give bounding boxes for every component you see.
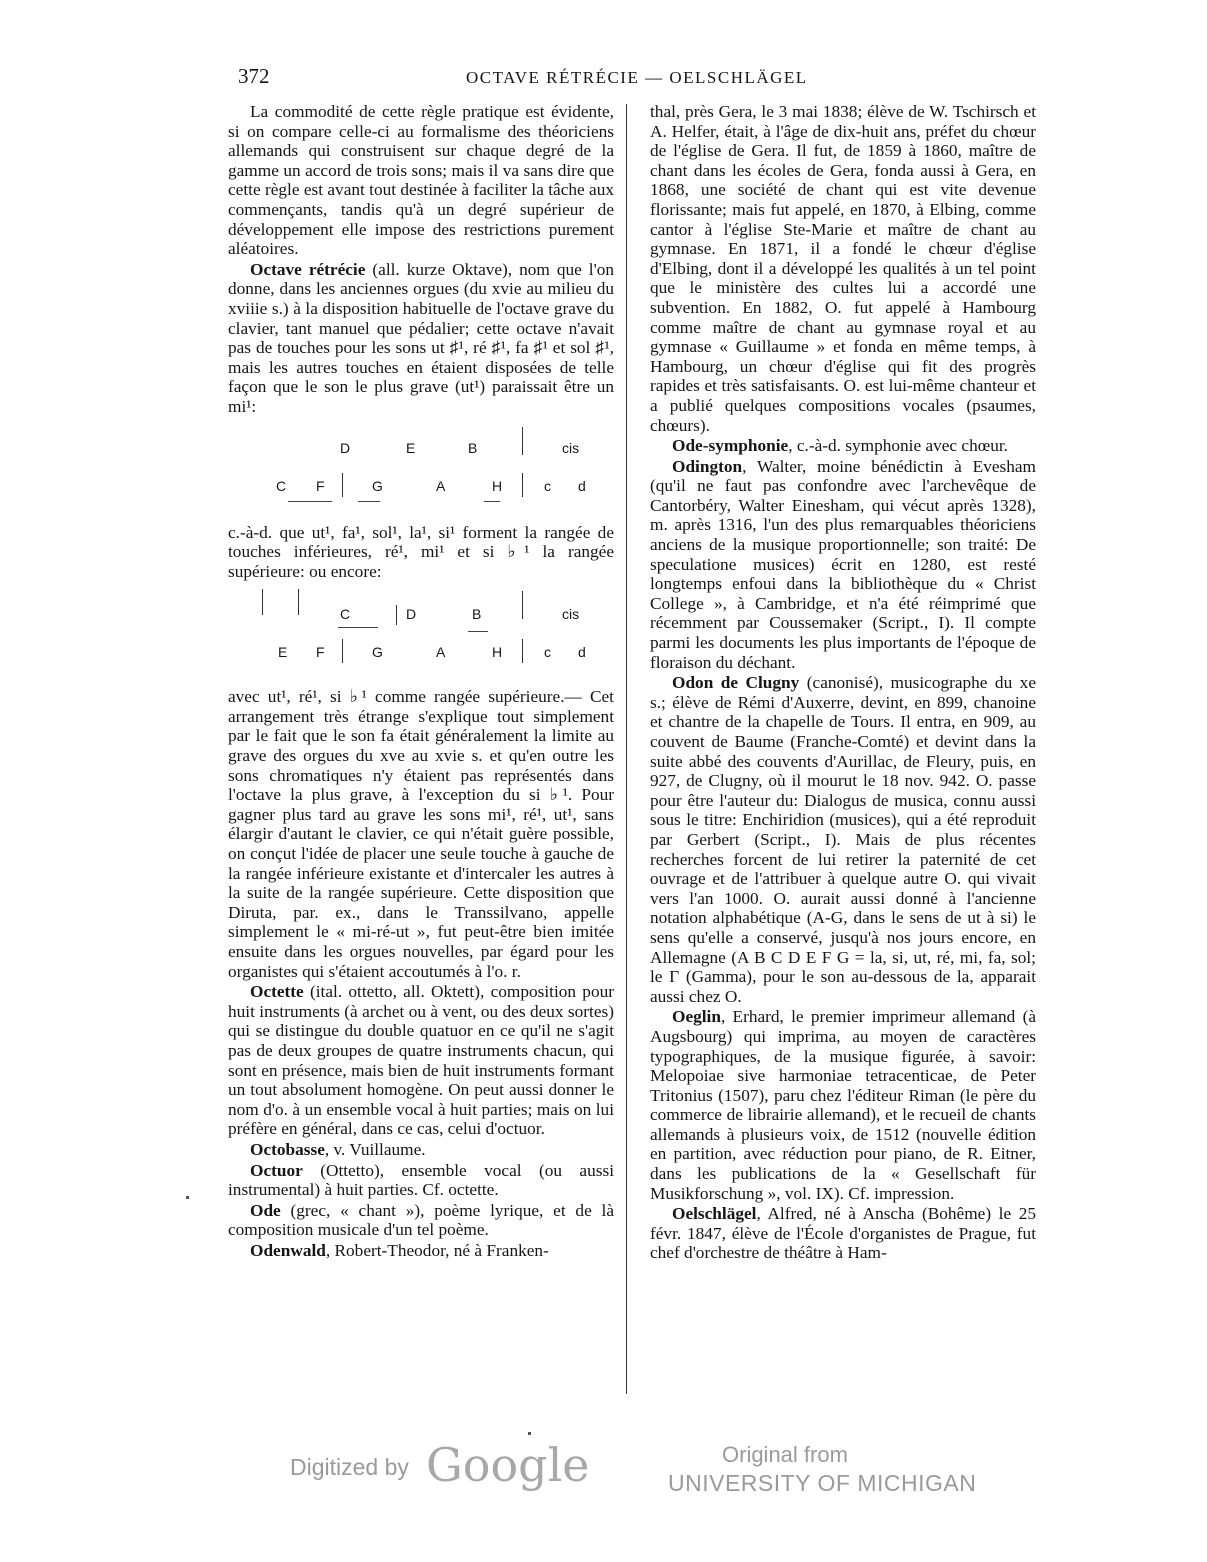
key-separator <box>522 427 523 455</box>
lower-key: A <box>436 477 446 494</box>
headword: Octave rétrécie <box>250 259 366 279</box>
upper-key: cis <box>562 439 580 456</box>
left-column <box>228 102 614 1262</box>
entry-ode-symphonie <box>650 436 1036 456</box>
key-separator <box>522 473 523 497</box>
entry-odon-de-clugny <box>650 673 1036 1006</box>
entry-odenwald-continued: thal, près Gera, le 3 mai 1838; élève de W. Tschirsch et A. Helfer, était, à l'âge de dix-huit ans, préfet du chœur de l'église de Gera. Il fut, de 1859 à 1860, maître de chant dans les écoles de Gera, fonda aussi à Gera, en 1868, une société de chant qui est vite devenue florissante; mais fut appelé, en 1870, à Elbing, comme cantor à l'église Ste-Marie et maître de chant au gymnase. En 1871, il a fondé le chœur d'église d'Elbing, dont il a développé les qualités à un tel point que le ministère des cultes lui a accordé une subvention. En 1882, O. fut appelé à Hambourg comme maître de chant au gymnase royal et au gymnase « Guillaume » et fonda en même temps, à Hambourg, un chœur d'église qui fit des progrès rapides et très satisfaisants. O. est lui-même chanteur et a publié quelques compositions vocales (psaumes, chœurs). <box>650 102 1036 435</box>
key-separator <box>298 589 299 615</box>
key-dash <box>358 501 380 502</box>
upper-key: B <box>472 606 482 623</box>
key-dash <box>288 501 332 502</box>
paragraph-explication-1: c.-à-d. que ut¹, fa¹, sol¹, la¹, si¹ forment la rangée de touches inférieures, ré¹, mi¹ et si ♭¹ la rangée supérieure: ou encore: <box>228 522 614 581</box>
entry-text: (ital. ottetto, all. Oktett), composition pour huit instruments (à archet ou à vent, ou des deux sortes) qui se distingue du double quatuor en ce qu'il ne s'agit pas de deux groupes de quatre instruments chacun, qui sont en présence, mais bien de huit instruments formant un tout absolument homogène. On peut aussi donner le nom d'o. à un ensemble vocal à huit parties; mais on lui préfère en général, dans ce cas, celui d'octuor. <box>228 982 614 1139</box>
lower-key: c <box>544 644 551 661</box>
lower-key: H <box>492 477 503 494</box>
entry-octette <box>228 982 614 1139</box>
entry-text: , v. Vuillaume. <box>324 1139 426 1159</box>
entry-ode <box>228 1201 614 1240</box>
lower-key: d <box>578 644 586 661</box>
entry-text: (canonisé), musicographe du xe s.; élève de Rémi d'Auxerre, devint, en 899, chanoine et chantre de la chapelle de Tours. Il entra, en 909, au couvent de Baume (Franche-Comté) et devint dans la suite abbé des couvents d'Aurillac, de Fleury, puis, en 927, de Clugny, où il mourut le 18 nov. 942. O. passe pour être l'auteur du: Dialogus de musica, connu aussi sous le titre: Enchiridion (musices), qui a été reproduit par Gerbert (Script., I). Mais de plus récentes recherches forcent de lui retirer la paternité de cet ouvrage et de l'attribuer à quelque autre O. qui vivait vers l'an 1000. O. aurait aussi donné à l'ancienne notation alphabétique (A-G, dans le sens de ut à si) le sens qu'elle a conservé, jusqu'à nos jours encore, en Allemagne (A B C D E F G = la, si, ut, ré, mi, fa, sol; le Γ (Gamma), pour le son au-dessous de la, apparait aussi chez O. <box>650 673 1036 1006</box>
entry-text: (grec, « chant »), poème lyrique, et de là composition musicale d'un tel poème. <box>228 1200 614 1240</box>
headword: Octette <box>250 982 304 1002</box>
digitization-footer <box>0 1440 1207 1510</box>
entry-oeglin <box>650 1007 1036 1203</box>
entry-octave-retrecie <box>228 260 614 417</box>
entry-text: , c.-à-d. symphonie avec chœur. <box>788 436 1008 456</box>
headword: Ode <box>250 1200 281 1220</box>
page-number: 372 <box>238 64 270 88</box>
lower-key: c <box>544 477 551 494</box>
upper-key: C <box>340 606 351 623</box>
entry-text: , Erhard, le premier imprimeur allemand (à Augsbourg) qui imprima, au moyen de caractères typographiques, de la musique figurée, à savoir: Melopoiae sive harmoniae tetracenticae, de Peter Tritonius (1507), paru chez l'éditeur Riman (le père du commerce de librairie allemand), et le recueil de chants allemands à plusieurs voix, de 1512 (nouvelle édition en partition, avec réduction pour piano, de R. Eitner, dans les publications de la « Gesellschaft für Musikforschung », vol. IX). Cf. impression. <box>650 1007 1036 1203</box>
digitized-by-label: Digitized by <box>290 1454 409 1480</box>
headword: Oelschlägel <box>672 1204 757 1224</box>
entry-text: (all. kurze Oktave), nom que l'on donne, dans les anciennes orgues (du xvie au milieu du xviiie s.) à la disposition habituelle de l'octave grave du clavier, tant manuel que pédalier; cette octave n'avait pas de touches pour les sons ut ♯¹, ré ♯¹, fa ♯¹ et sol ♯¹, mais les autres touches en étaient disposées de telle façon que le son le plus grave (ut¹) paraissait être un mi¹: <box>228 259 614 416</box>
lower-key: F <box>316 477 325 494</box>
column-divider <box>626 104 627 1394</box>
entry-text: , Walter, moine bénédictin à Evesham (qu'il ne faut pas confondre avec l'archevêque de Cantorbéry, Walter Einesham, qui vécut après 1328), m. après 1316, l'un des plus remarquables théoriciens anciens de la musique proportionnelle; son traité: De speculatione musices) écrit en 1280, est resté longtemps enfoui dans la bibliothèque du « Christ College », à Cambridge, et n'a été réimprimé que récemment par Coussemaker (Script., I). Il compte parmi les documents les plus importants de l'époque de floraison du déchant. <box>650 456 1036 672</box>
entry-text: , Robert-Theodor, né à Franken- <box>325 1240 549 1260</box>
upper-key: E <box>406 439 416 456</box>
keyboard-diagram-2 <box>228 587 614 679</box>
key-separator <box>396 605 397 625</box>
entry-odenwald <box>228 1241 614 1261</box>
upper-key: cis <box>562 606 580 623</box>
headword: Odington <box>672 456 743 476</box>
headword: Odon de Clugny <box>672 673 800 693</box>
headword: Ode-symphonie <box>672 436 789 456</box>
key-separator <box>342 639 343 663</box>
headword: Odenwald <box>250 1240 326 1260</box>
lower-key: C <box>276 477 287 494</box>
lower-key: A <box>436 644 446 661</box>
google-logo: Google <box>426 1438 590 1492</box>
upper-key: B <box>468 439 478 456</box>
entry-octuor <box>228 1161 614 1200</box>
right-column <box>650 102 1036 1264</box>
key-separator <box>522 639 523 663</box>
key-dash <box>484 501 500 502</box>
entry-oelschlaegel <box>650 1204 1036 1263</box>
entry-text: , Alfred, né à Anscha (Bohême) le 25 févr. 1847, élève de l'École d'organistes de Prague, fut chef d'orchestre de théâtre à Ham- <box>650 1204 1036 1263</box>
page-header <box>238 64 1028 94</box>
headword: Octuor <box>250 1160 303 1180</box>
entry-odington <box>650 457 1036 673</box>
entry-octobasse <box>228 1140 614 1160</box>
lower-key: G <box>372 477 383 494</box>
upper-key: D <box>406 606 417 623</box>
headword: Oeglin <box>672 1007 721 1027</box>
paragraph-regle: La commodité de cette règle pratique est évidente, si on compare celle-ci au formalisme des théoriciens allemands qui construisent sur chaque degré de la gamme un accord de trois sons; mais il va sans dire que cette règle est avant tout destinée à faciliter la tâche aux commençants, tandis qu'à un degré supérieur de développement elle impose des restrictions purement aléatoires. <box>228 102 614 259</box>
lower-key: d <box>578 477 586 494</box>
keyboard-diagram-1 <box>228 423 614 515</box>
key-separator <box>522 591 523 619</box>
key-separator <box>262 589 263 615</box>
paragraph-explication-2: avec ut¹, ré¹, si ♭¹ comme rangée supérieure.— Cet arrangement très étrange s'explique tout simplement par le fait que le son fa était généralement la limite au grave des orgues du xve au xvie s. et qu'en outre les sons chromatiques n'y étaient pas représentés dans l'octave la plus grave, à l'exception du si ♭¹. Pour gagner plus tard au grave les sons mi¹, ré¹, ut¹, sans élargir d'autant le clavier, ce qui n'était guère possible, on conçut l'idée de placer une seule touche à gauche de la rangée inférieure existante et d'intercaler les autres à la suite de la rangée supérieure. Cette disposition que Diruta, par. ex., dans le Transsilvano, appelle simplement le « mi-ré-ut », fut peut-être bien imitée ensuite dans les orgues nouvelles, par égard pour les organistes qui s'étaient accoutumés à l'o. r. <box>228 687 614 981</box>
lower-key: G <box>372 644 383 661</box>
lower-key: F <box>316 644 325 661</box>
stray-mark <box>186 1196 189 1199</box>
key-dash <box>338 627 378 628</box>
key-dash <box>468 631 488 632</box>
headword: Octobasse <box>250 1139 325 1159</box>
key-separator <box>342 473 343 497</box>
entry-text: (Ottetto), ensemble vocal (ou aussi instrumental) à huit parties. Cf. octette. <box>228 1160 614 1200</box>
original-from-label: Original from <box>722 1442 848 1467</box>
university-label: UNIVERSITY OF MICHIGAN <box>668 1470 977 1496</box>
lower-key: H <box>492 644 503 661</box>
running-head: OCTAVE RÉTRÉCIE — OELSCHLÄGEL <box>466 68 808 87</box>
upper-key: D <box>340 439 351 456</box>
lower-key: E <box>278 644 288 661</box>
stray-mark <box>528 1432 531 1435</box>
